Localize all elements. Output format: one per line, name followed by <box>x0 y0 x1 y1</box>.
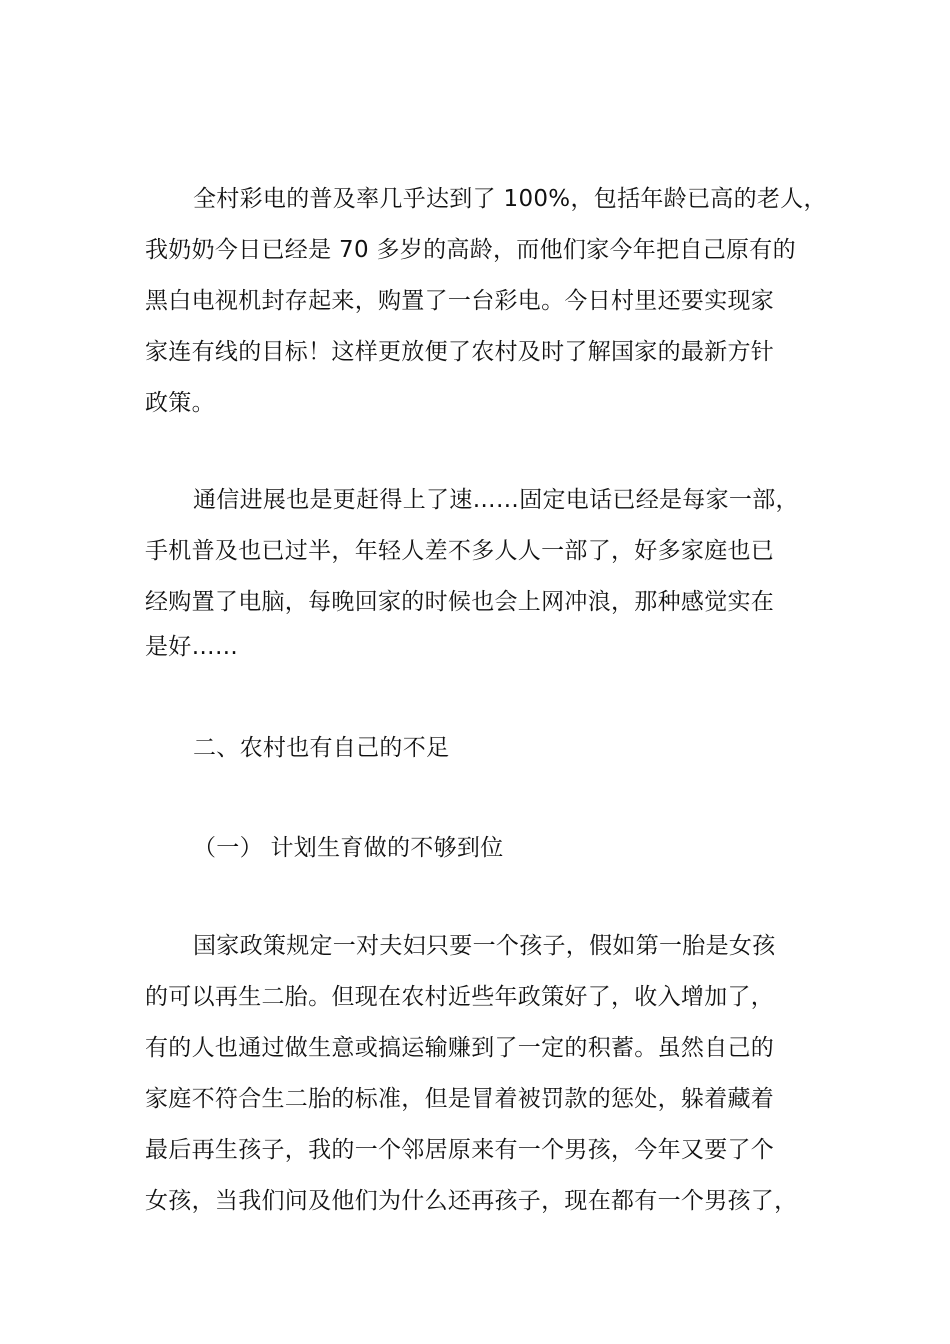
paragraph-1-line-3: 黑白电视机封存起来，购置了一台彩电。今日村里还要实现家 <box>145 288 775 314</box>
paragraph-2-line-3: 经购置了电脑，每晚回家的时候也会上网冲浪，那种感觉实在 <box>145 589 775 615</box>
paragraph-3-line-6: 女孩，当我们问及他们为什么还再孩子，现在都有一个男孩了， <box>145 1188 798 1214</box>
paragraph-3-line-2: 的可以再生二胎。但现在农村近些年政策好了，收入增加了， <box>145 984 775 1010</box>
paragraph-2-line-4: 是好…… <box>145 634 239 660</box>
subsection-heading: （一） 计划生育做的不够到位 <box>193 835 504 861</box>
paragraph-3-line-4: 家庭不符合生二胎的标准，但是冒着被罚款的惩处，躲着藏着 <box>145 1086 775 1112</box>
paragraph-3-line-1: 国家政策规定一对夫妇只要一个孩子，假如第一胎是女孩 <box>193 933 776 959</box>
paragraph-1-line-1: 全村彩电的普及率几乎达到了 100%，包括年龄已高的老人， <box>193 186 827 212</box>
paragraph-2-line-1: 通信进展也是更赶得上了速……固定电话已经是每家一部， <box>193 487 799 513</box>
section-heading: 二、农村也有自己的不足 <box>193 735 450 761</box>
paragraph-3-line-3: 有的人也通过做生意或搞运输赚到了一定的积蓄。虽然自己的 <box>145 1035 775 1061</box>
paragraph-2-line-2: 手机普及也已过半，年轻人差不多人人一部了，好多家庭也已 <box>145 538 775 564</box>
paragraph-1-line-4: 家连有线的目标！这样更放便了农村及时了解国家的最新方针 <box>145 339 775 365</box>
paragraph-3-line-5: 最后再生孩子，我的一个邻居原来有一个男孩，今年又要了个 <box>145 1137 775 1163</box>
paragraph-1-line-5: 政策。 <box>145 390 215 416</box>
paragraph-1-line-2: 我奶奶今日已经是 70 多岁的高龄，而他们家今年把自己原有的 <box>145 237 796 263</box>
